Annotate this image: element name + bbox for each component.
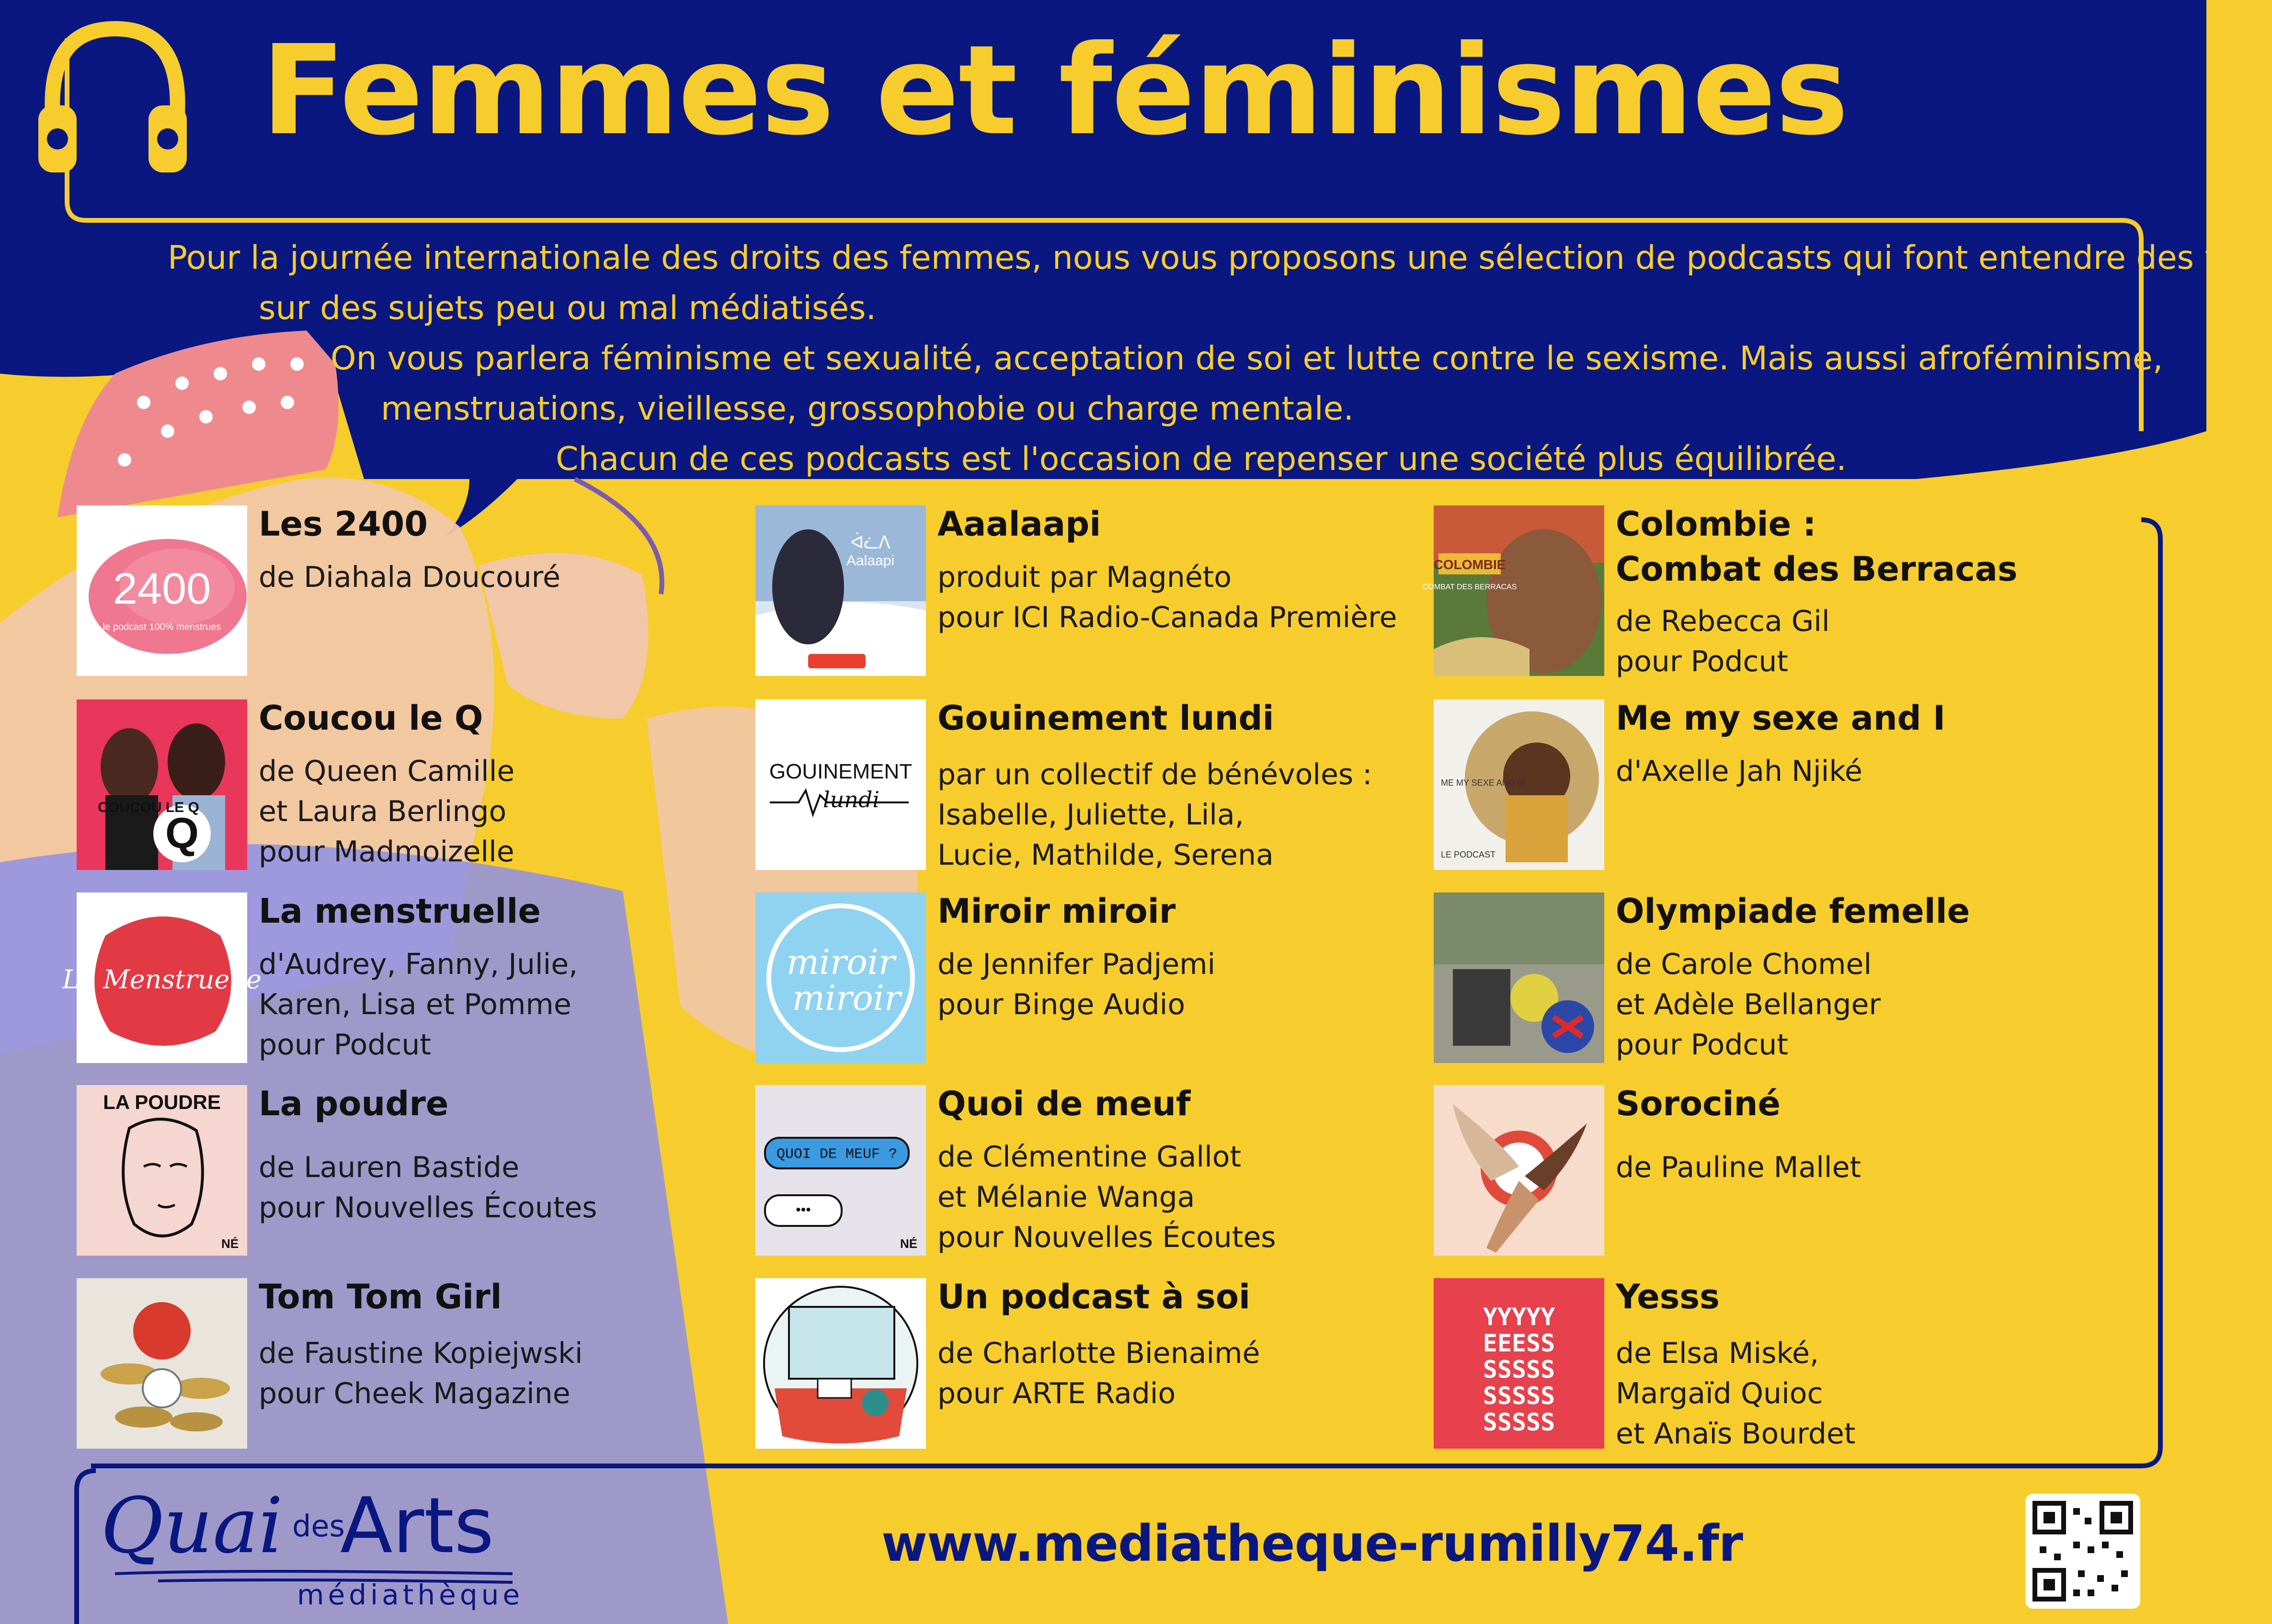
podcast-title: La poudre [259, 1084, 449, 1123]
cover-title: La Menstruelle [62, 964, 262, 995]
cover-mark: ᐋᓛᐱ [850, 533, 891, 553]
podcast-title: Me my sexe and I [1616, 698, 1946, 738]
podcast-card-me-my-sexe-and-i[interactable] [1434, 699, 2085, 870]
cover-title: Aalaapi [846, 553, 895, 569]
podcast-title: Quoi de meuf [937, 1084, 1191, 1123]
podcast-title: Colombie : Combat des Berracas [1616, 504, 2018, 589]
cover-title: COUCOU LE Q [98, 800, 199, 815]
podcast-card-la-menstruelle[interactable] [62, 892, 728, 1063]
podcast-cover [77, 699, 247, 870]
cover-line: SSSSS [1483, 1356, 1555, 1384]
cover-line: SSSSS [1483, 1382, 1555, 1410]
cover-subtitle: miroir [792, 978, 901, 1018]
intro-text [0, 0, 2272, 479]
podcast-card-sorocine[interactable] [1434, 1085, 2085, 1256]
podcast-card-la-poudre[interactable] [77, 1085, 728, 1256]
podcast-card-gouinement-lundi[interactable] [755, 699, 1407, 870]
podcast-title: Gouinement lundi [937, 698, 1274, 738]
podcast-title: Sorociné [1616, 1084, 1781, 1123]
cover-subtitle: COMBAT DES BERRACAS [1422, 583, 1517, 591]
podcast-title: Olympiade femelle [1616, 892, 1970, 931]
podcast-title: La menstruelle [259, 892, 541, 931]
podcast-title: Tom Tom Girl [259, 1277, 502, 1316]
intro-line: Chacun de ces podcasts est l'occasion de repenser une société plus équilibrée. [556, 440, 1847, 478]
podcast-card-un-podcast-a-soi[interactable] [755, 1278, 1407, 1449]
cover-subtitle: LE PODCAST [1441, 850, 1496, 859]
podcast-credits: de Diahala Doucouré [259, 560, 560, 594]
svg-text:Q: Q [165, 810, 199, 858]
podcast-card-les-2400[interactable] [77, 505, 728, 676]
logo-arts: Arts [340, 1481, 494, 1570]
cover-title: LA POUDRE [103, 1091, 221, 1113]
podcast-credits: d'Audrey, Fanny, Julie, Karen, Lisa et Pomme pour Podcut [259, 948, 578, 1062]
cover-line: SSSSS [1483, 1408, 1555, 1436]
page-title: Femmes et féminismes [261, 19, 1848, 162]
qr-code-icon[interactable] [2025, 1494, 2140, 1609]
podcast-credits: d'Axelle Jah Njiké [1616, 755, 1862, 788]
podcast-credits: de Charlotte Bienaimé pour ARTE Radio [937, 1337, 1260, 1410]
podcast-cover [1434, 1085, 1604, 1256]
logo-subtitle: médiathèque [297, 1578, 524, 1611]
podcast-card-yesss[interactable] [1434, 1278, 2085, 1449]
podcast-card-olympiade-femelle[interactable] [1434, 892, 2085, 1063]
podcast-credits: de Lauren Bastide pour Nouvelles Écoutes [259, 1151, 597, 1224]
podcast-cover [77, 1278, 247, 1449]
cover-subtitle: le podcast 100% menstrues [103, 622, 221, 632]
cover-mark: NÉ [900, 1236, 918, 1251]
podcast-cover [77, 1085, 247, 1256]
podcast-cover [755, 1085, 926, 1256]
podcast-card-coucou-le-q[interactable] [77, 699, 728, 870]
cover-line: YYYYY [1483, 1303, 1555, 1331]
podcast-credits: de Rebecca Gil pour Podcut [1616, 605, 1830, 678]
podcast-title: Un podcast à soi [937, 1277, 1250, 1316]
cover-title: QUOI DE MEUF ? [776, 1146, 898, 1163]
intro-line: sur des sujets peu ou mal médiatisés. [259, 289, 877, 327]
podcast-cover [755, 505, 926, 676]
podcast-credits: de Jennifer Padjemi pour Binge Audio [937, 948, 1216, 1021]
podcast-title: Yesss [1616, 1277, 1720, 1316]
podcast-title: Les 2400 [259, 504, 428, 544]
podcast-title: Aaalaapi [937, 504, 1101, 544]
podcast-cover [755, 699, 926, 870]
podcast-card-aaalaapi[interactable] [755, 505, 1407, 676]
podcast-credits: de Pauline Mallet [1616, 1151, 1861, 1184]
podcast-credits: de Carole Chomel et Adèle Bellanger pour Podcut [1616, 948, 1881, 1062]
podcast-cover [62, 892, 262, 1063]
cover-line: EEESS [1483, 1329, 1555, 1357]
podcast-cover [77, 505, 247, 676]
podcast-credits: de Queen Camille et Laura Berlingo pour Madmoizelle [259, 755, 515, 869]
website-link[interactable]: www.mediatheque-rumilly74.fr [881, 1514, 1743, 1573]
cover-title: COLOMBIE [1433, 557, 1506, 572]
quai-des-arts-logo[interactable] [101, 1481, 556, 1612]
intro-line: Pour la journée internationale des droits des femmes, nous vous proposons une sélection de podcasts qui font entendre des voix [168, 239, 2272, 277]
podcast-cover [755, 892, 926, 1063]
podcast-title: Miroir miroir [937, 892, 1176, 931]
podcast-credits: de Clémentine Gallot et Mélanie Wanga pour Nouvelles Écoutes [937, 1140, 1276, 1254]
podcast-title: Coucou le Q [259, 698, 483, 738]
cover-title: GOUINEMENT [769, 760, 913, 783]
podcast-cover [1434, 699, 1604, 870]
podcast-cover [1434, 892, 1604, 1063]
logo-quai: Quai [101, 1481, 283, 1570]
podcast-cover [1434, 1278, 1604, 1449]
podcast-card-quoi-de-meuf[interactable] [755, 1085, 1407, 1256]
podcast-cover [1422, 505, 1604, 676]
podcast-card-miroir-miroir[interactable] [755, 892, 1407, 1063]
cover-subtitle: lundi [822, 787, 880, 812]
intro-line: menstruations, vieillesse, grossophobie ou charge mentale. [381, 390, 1354, 428]
cover-title: miroir [786, 942, 895, 982]
intro-line: On vous parlera féminisme et sexualité, acceptation de soi et lutte contre le sexisme. Mais aussi afroféminisme, [331, 340, 2163, 377]
cover-subtitle: ••• [796, 1202, 811, 1218]
podcast-cover [755, 1278, 926, 1449]
cover-mark: NÉ [221, 1236, 239, 1251]
podcast-credits: produit par Magnéto pour ICI Radio-Canada Première [937, 560, 1397, 634]
podcast-credits: de Faustine Kopiejwski pour Cheek Magazine [259, 1337, 583, 1410]
podcast-credits: par un collectif de bénévoles : Isabelle, Juliette, Lila, Lucie, Mathilde, Serena [937, 758, 1372, 872]
podcast-card-colombie[interactable] [1422, 504, 2085, 678]
podcast-card-tom-tom-girl[interactable] [77, 1278, 728, 1449]
cover-title: ME MY SEXE AND I© [1441, 778, 1526, 788]
cover-title: 2400 [113, 564, 211, 613]
podcast-credits: de Elsa Miské, Margaïd Quioc et Anaïs Bourdet [1616, 1337, 1856, 1451]
logo-des: des [292, 1509, 345, 1544]
